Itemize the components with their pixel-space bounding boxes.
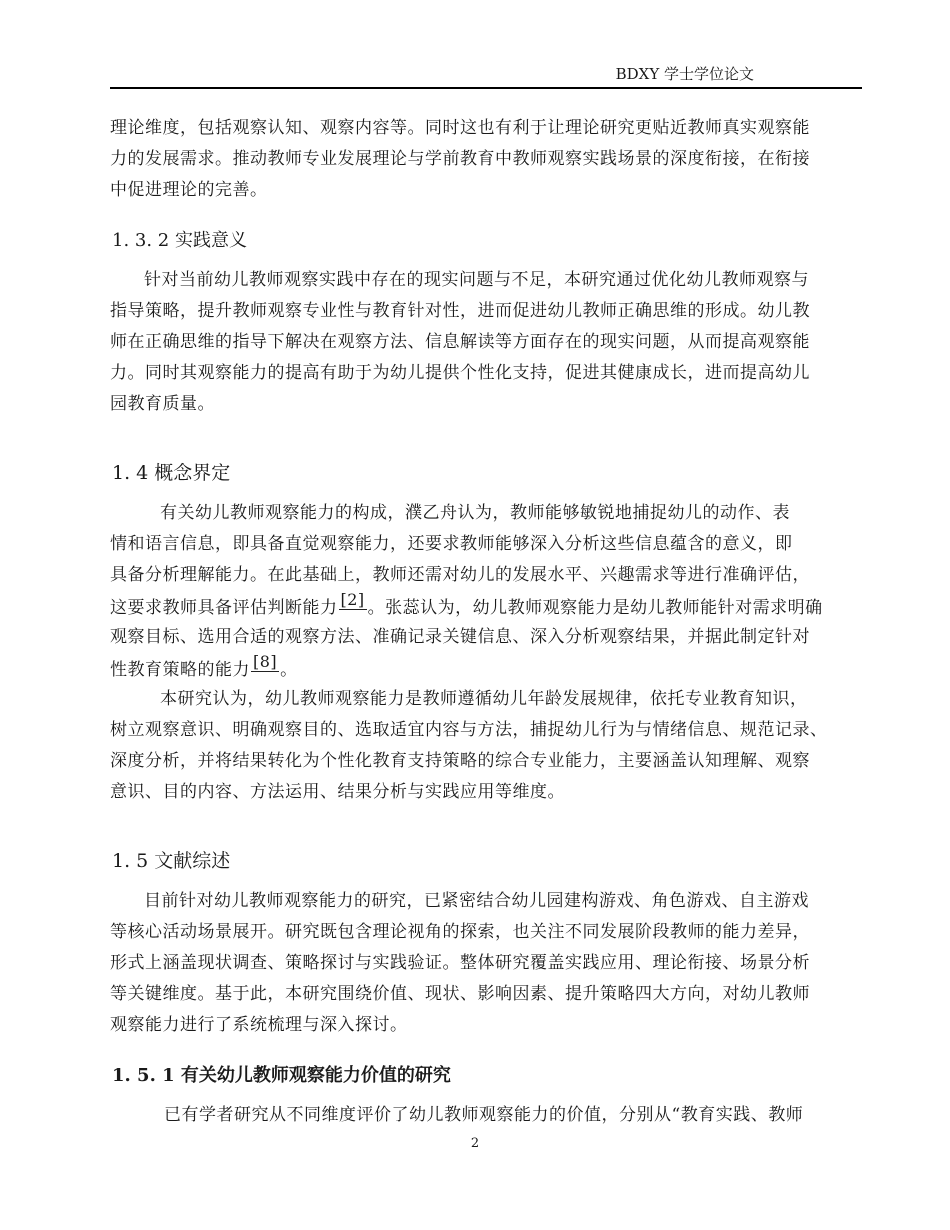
paragraph-value-research: [110, 1100, 870, 1131]
text-segment: 性教育策略的能力: [110, 660, 250, 680]
text-line: 等核心活动场景展开。研究既包含理论视角的探索，也关注不同发展阶段教师的能力差异，: [110, 922, 810, 942]
text-line-with-citation: [110, 653, 850, 684]
text-line: 深度分析，并将结果转化为个性化教育支持策略的综合专业能力，主要涵盖认知理解、观察: [110, 751, 810, 771]
text-line: 意识、目的内容、方法运用、结果分析与实践应用等维度。: [110, 782, 565, 802]
text-line: 有关幼儿教师观察能力的构成，濮乙舟认为，教师能够敏锐地捕捉幼儿的动作、表: [160, 503, 790, 523]
text-line: 树立观察意识、明确观察目的、选取适宜内容与方法，捕捉幼儿行为与情绪信息、规范记录、: [110, 720, 828, 740]
text-line: 已有学者研究从不同维度评价了幼儿教师观察能力的价值，分别从“教育实践、教师: [164, 1105, 804, 1125]
paragraph-theory-continuation: [110, 113, 870, 206]
citation-link[interactable]: [2]: [340, 590, 365, 609]
text-segment: 。张蕊认为，幼儿教师观察能力是幼儿教师能针对需求明确: [367, 598, 823, 618]
paragraph-research-definition: [110, 684, 870, 808]
paragraph-literature-review: [110, 886, 870, 1041]
section-heading-1-3-2: 1. 3. 2 实践意义: [112, 230, 247, 251]
text-line-with-citation: [110, 591, 850, 622]
text-line: 力。同时其观察能力的提高有助于为幼儿提供个性化支持，促进其健康成长，进而提高幼儿: [110, 363, 810, 383]
text-line: 形式上涵盖现状调查、策略探讨与实践验证。整体研究覆盖实践应用、理论衔接、场景分析: [110, 953, 810, 973]
text-segment: 。: [280, 660, 298, 680]
paragraph-concept-definition: [110, 498, 850, 684]
text-line: 园教育质量。: [110, 394, 215, 414]
text-line: 针对当前幼儿教师观察实践中存在的现实问题与不足，本研究通过优化幼儿教师观察与: [144, 270, 809, 290]
text-line: 理论维度，包括观察认知、观察内容等。同时这也有利于让理论研究更贴近教师真实观察能: [110, 118, 810, 138]
paragraph-practical-significance: [110, 265, 870, 420]
text-line: 具备分析理解能力。在此基础上，教师还需对幼儿的发展水平、兴趣需求等进行准确评估，: [110, 565, 810, 585]
text-line: 指导策略，提升教师观察专业性与教育针对性，进而促进幼儿教师正确思维的形成。幼儿教: [110, 301, 810, 321]
text-line: 师在正确思维的指导下解决在观察方法、信息解读等方面存在的现实问题，从而提高观察能: [110, 332, 810, 352]
page-header: [110, 64, 862, 89]
citation-link[interactable]: [8]: [253, 652, 278, 671]
text-segment: 这要求教师具备评估判断能力: [110, 598, 338, 618]
text-line: 观察能力进行了系统梳理与深入探讨。: [110, 1015, 408, 1035]
section-heading-1-5-1: 1. 5. 1 有关幼儿教师观察能力价值的研究: [112, 1065, 451, 1086]
section-heading-1-4: 1. 4 概念界定: [112, 462, 231, 484]
section-heading-1-5: 1. 5 文献综述: [112, 850, 231, 872]
text-line: 目前针对幼儿教师观察能力的研究，已紧密结合幼儿园建构游戏、角色游戏、自主游戏: [144, 891, 809, 911]
text-line: 本研究认为，幼儿教师观察能力是教师遵循幼儿年龄发展规律，依托专业教育知识，: [160, 689, 808, 709]
text-line: 情和语言信息，即具备直觉观察能力，还要求教师能够深入分析这些信息蕴含的意义，即: [110, 534, 793, 554]
text-line: 中促进理论的完善。: [110, 180, 268, 200]
text-line: 力的发展需求。推动教师专业发展理论与学前教育中教师观察实践场景的深度衔接，在衔接: [110, 149, 810, 169]
page-number: 2: [470, 1136, 480, 1151]
text-line: 等关键维度。基于此，本研究围绕价值、现状、影响因素、提升策略四大方向，对幼儿教师: [110, 984, 810, 1004]
header-title: BDXY 学士学位论文: [615, 65, 754, 83]
text-line: 观察目标、选用合适的观察方法、准确记录关键信息、深入分析观察结果，并据此制定针对: [110, 627, 810, 647]
